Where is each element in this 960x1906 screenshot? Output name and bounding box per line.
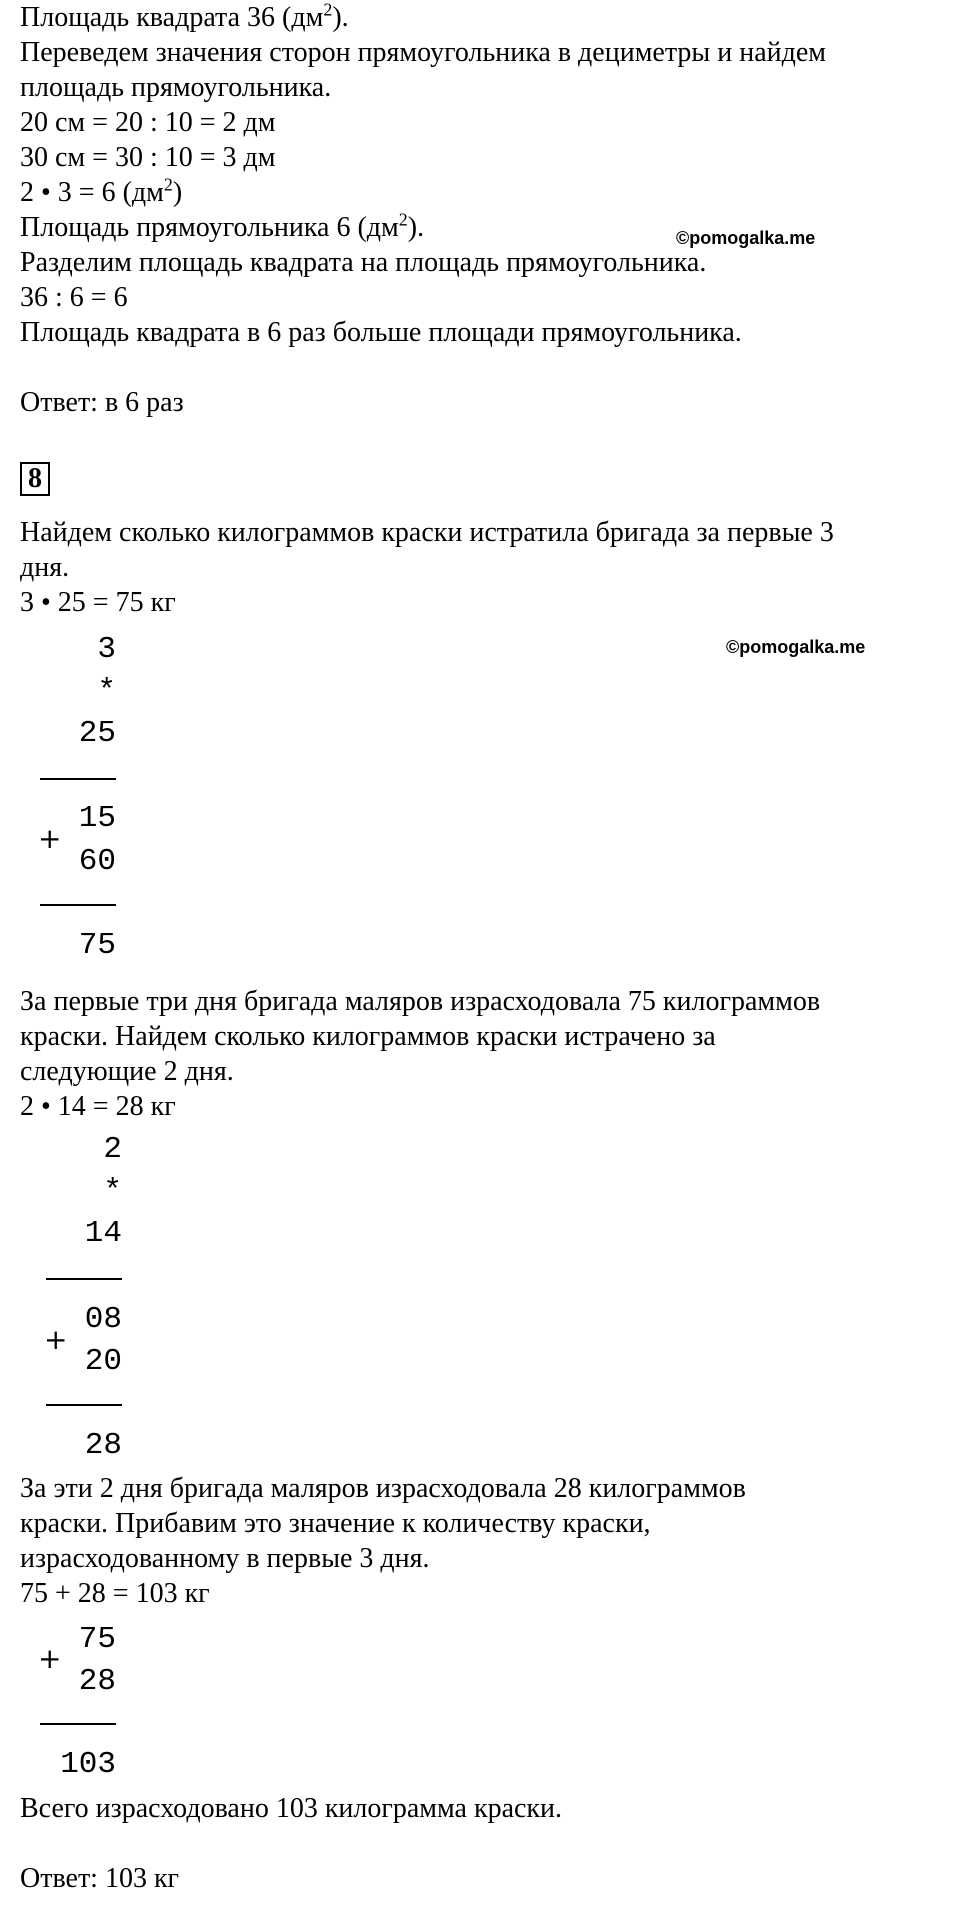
text-line: Площадь квадрата 36 $(дм^2)$.: [20, 0, 349, 33]
partial-product: 60: [78, 844, 116, 879]
text-line: 2 • 3 = 6 $(дм^2)$: [20, 174, 183, 208]
operator: *: [97, 674, 116, 709]
text-line: Всего израсходовано 103 килограмма краски.: [20, 1793, 563, 1824]
partial-product: 08: [84, 1302, 122, 1337]
operand: 25: [78, 716, 116, 751]
result: 103: [60, 1747, 116, 1782]
text-line: Площадь прямоугольника 6 $(дм^2)$.: [20, 209, 425, 243]
operand: 75: [78, 1622, 116, 1657]
divider-line: [40, 1723, 116, 1725]
text-line: Площадь квадрата в 6 раз больше площади прямоугольника.: [20, 317, 742, 348]
text-line: 75 + 28 = 103 кг: [20, 1578, 210, 1609]
text-line: 3 • 25 = 75 кг: [20, 587, 176, 618]
divider-line: [40, 904, 116, 906]
text-line: 30 см = 30 : 10 = 3 дм: [20, 142, 276, 173]
watermark: ©pomogalka.me: [676, 228, 816, 248]
operand: 28: [78, 1664, 116, 1699]
divider-line: [40, 778, 116, 780]
text-line: площадь прямоугольника.: [20, 72, 332, 103]
divider-line: [46, 1404, 122, 1406]
result: 75: [78, 928, 116, 963]
text-line: За эти 2 дня бригада маляров израсходовала 28 килограммов: [20, 1473, 746, 1504]
text-line: краски. Найдем сколько килограммов краски истрачено за: [20, 1021, 716, 1052]
divider-line: [46, 1278, 122, 1280]
text-line: За первые три дня бригада маляров израсходовала 75 килограммов: [20, 986, 821, 1017]
partial-product: 20: [84, 1344, 122, 1379]
text-line: Переведем значения сторон прямоугольника в дециметры и найдем: [20, 37, 826, 68]
text-line: Найдем сколько килограммов краски истратила бригада за первые 3: [20, 517, 834, 548]
text-line: 20 см = 20 : 10 = 2 дм: [20, 107, 276, 138]
task-number-box: 8: [20, 462, 50, 496]
text-line: 2 • 14 = 28 кг: [20, 1091, 176, 1122]
text-line: 36 : 6 = 6: [20, 282, 128, 313]
text-line: израсходованному в первые 3 дня.: [20, 1543, 430, 1574]
plus-sign: +: [38, 822, 62, 855]
answer-line: Ответ: в 6 раз: [20, 387, 184, 418]
text-line: краски. Прибавим это значение к количеству краски,: [20, 1508, 651, 1539]
answer-line: Ответ: 103 кг: [20, 1863, 180, 1894]
text-line: Разделим площадь квадрата на площадь прямоугольника.: [20, 247, 707, 278]
plus-sign: +: [44, 1323, 68, 1356]
partial-product: 15: [78, 801, 116, 836]
operand: 14: [84, 1216, 122, 1251]
watermark: ©pomogalka.me: [726, 637, 866, 657]
operand: 3: [97, 632, 116, 667]
text-line: дня.: [20, 552, 70, 583]
result: 28: [84, 1428, 122, 1463]
operand: 2: [103, 1132, 122, 1167]
text-line: следующие 2 дня.: [20, 1056, 234, 1087]
operator: *: [103, 1174, 122, 1209]
plus-sign: +: [38, 1642, 62, 1675]
